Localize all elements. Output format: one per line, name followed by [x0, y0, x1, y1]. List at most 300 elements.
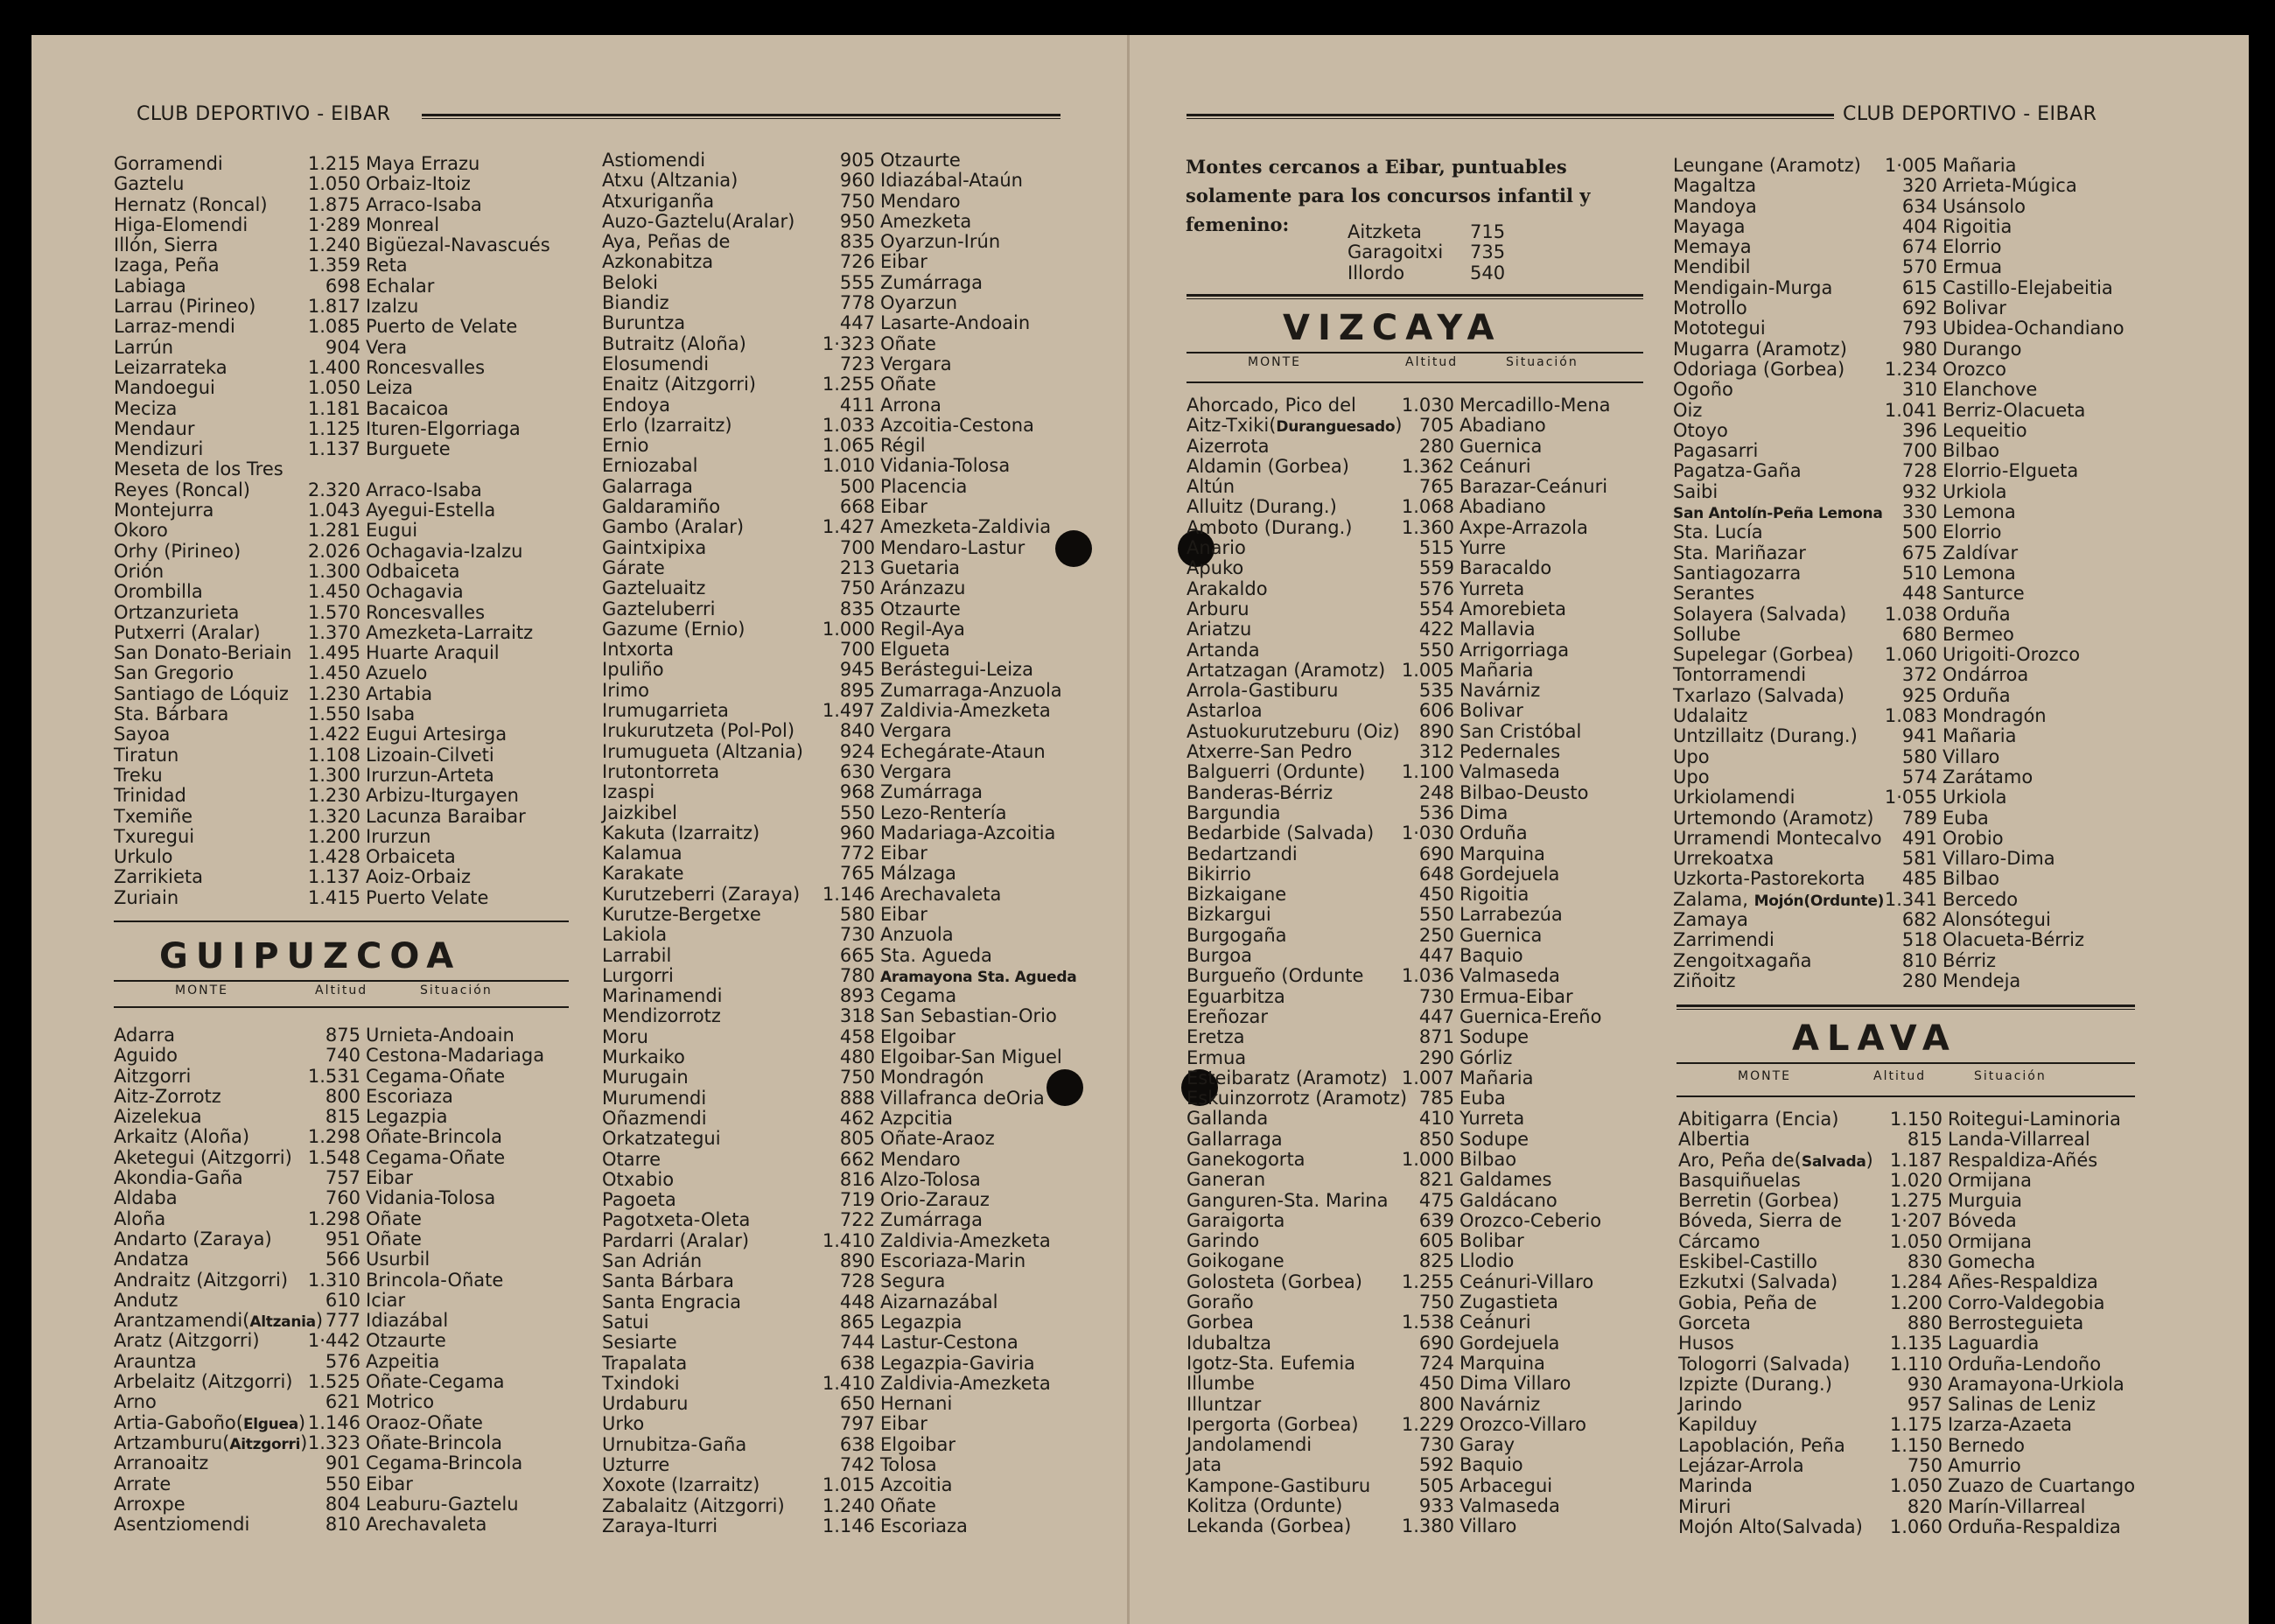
location: Arechavaleta [366, 1514, 487, 1536]
nearby-mountains-note: Montes cercanos a Eibar, puntuables solamente para los concursos infantil y femenino: [1186, 156, 1591, 235]
location: Otzaurte [366, 1330, 446, 1352]
mountain-row [114, 1372, 576, 1392]
col-monte: MONTE [1248, 355, 1301, 369]
location: Arrieta-Múgica [1942, 175, 2077, 197]
mountain-name: Bizkargui [1186, 904, 1271, 926]
mountain-row [602, 538, 1108, 558]
altitude: 1.010 [822, 455, 875, 477]
mountain-row [1673, 482, 2144, 502]
mountain-row [1678, 1293, 2158, 1313]
altitude: 820 [1907, 1495, 1942, 1517]
location: Eibar [880, 903, 928, 925]
mountain-name: Ziñoitz [1673, 970, 1736, 991]
location: Euba [1460, 1088, 1506, 1110]
mountain-row [114, 663, 576, 683]
mountain-name: Astuokurutzeburu (Oiz) [1186, 720, 1400, 742]
altitude: 698 [325, 275, 360, 297]
mountain-name: Apuko [1186, 557, 1244, 579]
location: Baquio [1460, 1454, 1523, 1476]
mountain-row [1673, 461, 2144, 481]
col-altitud: Altitud [1405, 355, 1459, 369]
mountain-row [602, 1333, 1108, 1353]
location: Vidania-Tolosa [366, 1187, 496, 1209]
mountain-name: Zarrimendi [1673, 929, 1774, 951]
location: San Cristóbal [1460, 720, 1582, 742]
mountain-row [114, 1087, 576, 1107]
altitude: 213 [839, 556, 875, 578]
mountain-name: Lejázar-Arrola [1678, 1455, 1804, 1477]
mountain-name: Arburu [1186, 598, 1250, 620]
mountain-name: Zaraya-Iturri [602, 1515, 718, 1536]
mountain-row [1673, 401, 2144, 421]
location: Mendaro [880, 1148, 961, 1170]
mountain-row [1673, 890, 2144, 910]
location: Roncesvalles [366, 356, 486, 378]
mountain-row [114, 276, 576, 297]
altitude: 1.495 [307, 642, 360, 664]
altitude: 925 [1901, 684, 1937, 706]
mountain-name: Tontorramendi [1673, 664, 1807, 686]
altitude: 1.000 [822, 618, 875, 640]
mountain-name: Altún [1186, 476, 1236, 498]
altitude: 750 [1418, 1292, 1454, 1313]
altitude: 1.550 [307, 704, 360, 725]
mountain-name: Bedartzandi [1186, 843, 1298, 864]
mountain-name: Ganguren-Sta. Marina [1186, 1189, 1389, 1211]
navarra-list [114, 154, 576, 908]
altitude: 1.400 [307, 356, 360, 378]
altitude: 875 [325, 1025, 360, 1046]
altitude: 815 [1907, 1129, 1942, 1151]
mountain-row [1186, 640, 1652, 661]
altitude: 1.229 [1401, 1413, 1454, 1435]
mountain-name: Lekanda (Gorbea) [1186, 1516, 1352, 1537]
mountain-row [1673, 706, 2144, 726]
altitude: 1.110 [1889, 1353, 1942, 1375]
mountain-row [1673, 829, 2144, 849]
location: Ceánuri-Villaro [1460, 1270, 1594, 1292]
mountain-name: Sayoa [114, 724, 171, 746]
mountain-name: Gárate [602, 556, 665, 578]
mountain-name: Udalaitz [1673, 705, 1748, 727]
location: Iciar [366, 1289, 406, 1311]
mountain-name: Oñazmendi [602, 1107, 707, 1129]
mountain-name: Gorramendi [114, 153, 223, 174]
altitude: 1.041 [1884, 399, 1937, 421]
mountain-row [114, 297, 576, 317]
altitude: 785 [1418, 1088, 1454, 1110]
nearby-mountains-list [1348, 222, 1522, 284]
mountain-row [114, 888, 576, 908]
altitude: 871 [1418, 1026, 1454, 1048]
altitude: 550 [1418, 904, 1454, 926]
mountain-name: Upo [1673, 766, 1710, 788]
mountain-row [1186, 905, 1652, 925]
mountain-name: Irumugarrieta [602, 700, 729, 722]
altitude: 372 [1901, 664, 1937, 686]
location: Bercedo [1942, 888, 2019, 910]
location: Elgoibar-San Miguel [880, 1046, 1062, 1068]
altitude: 1.230 [307, 682, 360, 704]
location: Villaro-Dima [1942, 848, 2055, 870]
location: Valmaseda [1460, 965, 1560, 987]
location: Ermua-Eibar [1460, 985, 1573, 1007]
location: Vidania-Tolosa [880, 455, 1011, 477]
altitude: 411 [839, 394, 875, 416]
altitude: 804 [325, 1493, 360, 1515]
altitude: 800 [325, 1085, 360, 1107]
mountain-row [114, 1515, 576, 1535]
mountain-row [1673, 237, 2144, 257]
mountain-row [114, 1168, 576, 1188]
altitude: 330 [1901, 501, 1937, 523]
location: Escoriaza [880, 1515, 968, 1536]
mountain-row [114, 807, 576, 827]
mountain-name: Burgoa [1186, 945, 1253, 967]
mountain-name: Otoyo [1673, 419, 1728, 441]
mountain-name: Ermua [1186, 1046, 1247, 1068]
col-situacion: Situación [1974, 1069, 2047, 1083]
location: Hernani [880, 1393, 953, 1415]
mountain-row [114, 215, 576, 235]
altitude: 610 [325, 1289, 360, 1311]
location: Leiza [366, 377, 413, 399]
location: Bilbao [1942, 440, 2000, 462]
mountain-name: Sta. Bárbara [114, 704, 229, 725]
altitude: 1.320 [307, 805, 360, 827]
location: Arrigorriaga [1460, 639, 1570, 661]
header-rule [422, 114, 1060, 119]
altitude: 810 [325, 1514, 360, 1536]
location: Bolivar [1942, 298, 2006, 319]
location: Elgoibar [880, 1026, 956, 1047]
altitude: 728 [1901, 460, 1937, 482]
mountain-name: Illordo [1348, 262, 1405, 284]
altitude: 630 [839, 760, 875, 782]
mountain-row [114, 1392, 576, 1412]
altitude: 448 [839, 1291, 875, 1312]
mountain-row [1186, 864, 1652, 885]
altitude: 690 [1418, 1332, 1454, 1354]
altitude: 566 [325, 1249, 360, 1270]
mountain-name: Meciza [114, 397, 178, 419]
mountain-row [1678, 1456, 2158, 1476]
location: Vera [366, 336, 408, 358]
altitude: 960 [839, 822, 875, 844]
altitude: 1.137 [307, 438, 360, 460]
mountain-row [1678, 1171, 2158, 1191]
altitude: 722 [839, 1209, 875, 1231]
altitude: 1.427 [822, 516, 875, 538]
mountain-row [1186, 1516, 1652, 1536]
location: Mañaria [1942, 725, 2017, 747]
mountain-name: Urrekoatxa [1673, 848, 1774, 870]
mountain-name: Irimo [602, 679, 649, 701]
mountain-row [1673, 605, 2144, 625]
mountain-row [1678, 1395, 2158, 1415]
altitude: 1.525 [307, 1371, 360, 1393]
mountain-row [114, 1209, 576, 1229]
vizcaya-title: VIZCAYA [1283, 308, 1502, 348]
vizcaya-column-headers [1186, 355, 1643, 373]
section-rule [1186, 352, 1643, 354]
altitude: 1.060 [1884, 644, 1937, 666]
mountain-row [114, 317, 576, 337]
location: Monreal [366, 214, 440, 235]
location: Olacueta-Bérriz [1942, 929, 2085, 951]
section-rule [114, 980, 569, 982]
altitude: 1.240 [307, 234, 360, 256]
mountain-row [1673, 747, 2144, 767]
mountain-row [602, 497, 1108, 517]
mountain-row [602, 436, 1108, 456]
mountain-name: Solayera (Salvada) [1673, 603, 1847, 625]
location: Irurzun-Arteta [366, 764, 494, 786]
mountain-row [1186, 742, 1652, 762]
mountain-row [602, 1271, 1108, 1292]
altitude: 724 [1418, 1352, 1454, 1374]
altitude: 570 [1901, 256, 1937, 278]
altitude: 830 [1907, 1251, 1942, 1273]
altitude: 1.005 [1401, 659, 1454, 681]
altitude: 1.359 [307, 255, 360, 276]
location: Ayegui-Estella [366, 500, 496, 522]
location: Eibar [880, 843, 928, 864]
location: Zugastieta [1460, 1292, 1558, 1313]
altitude: 800 [1418, 1393, 1454, 1415]
location: Azpcitia [880, 1107, 954, 1129]
mountain-row [602, 1231, 1108, 1251]
mountain-name: Artzamburu(Aitzgorri) [114, 1432, 308, 1453]
mountain-name: Andutz [114, 1289, 178, 1311]
mountain-row [602, 150, 1108, 171]
mountain-row [602, 742, 1108, 762]
location: Bolivar [1460, 700, 1523, 722]
mountain-row [114, 338, 576, 358]
mountain-name: Memaya [1673, 236, 1752, 258]
mountain-row [1186, 681, 1652, 701]
location: Zaldívar [1942, 542, 2019, 564]
altitude: 1.135 [1889, 1333, 1942, 1354]
location: Azpeitia [366, 1350, 440, 1372]
location: Idiazábal [366, 1310, 449, 1332]
location: Dima Villaro [1460, 1373, 1572, 1395]
location: Castillo-Elejabeitia [1942, 276, 2113, 298]
mountain-row [1186, 599, 1652, 620]
location: Galdames [1460, 1169, 1552, 1191]
altitude: 280 [1418, 435, 1454, 457]
location: Segura [880, 1270, 946, 1292]
location: Valmaseda [1460, 761, 1560, 783]
altitude: 890 [1418, 720, 1454, 742]
mountain-row [1186, 620, 1652, 640]
mountain-name: Tologorri (Salvada) [1678, 1353, 1851, 1375]
mountain-name: Zabalaitz (Aitzgorri) [602, 1494, 785, 1516]
mountain-row [602, 762, 1108, 782]
mountain-row [1186, 558, 1652, 578]
mountain-name: Odoriaga (Gorbea) [1673, 358, 1845, 380]
mountain-row [1186, 457, 1652, 477]
location: Murguia [1948, 1190, 2023, 1212]
mountain-row [114, 724, 576, 745]
location: Orobio [1942, 827, 2004, 849]
section-rule [114, 920, 569, 922]
altitude: 715 [1470, 221, 1506, 242]
mountain-name: Arrate [114, 1473, 172, 1494]
altitude: 462 [839, 1107, 875, 1129]
mountain-name: Gaztelu [114, 173, 185, 195]
location: Lemona [1942, 501, 2016, 523]
altitude: 1.175 [1889, 1414, 1942, 1436]
mountain-row [1186, 477, 1652, 497]
mountain-row [1673, 686, 2144, 706]
altitude: 705 [1418, 415, 1454, 437]
location: Legazpia-Gaviria [880, 1352, 1035, 1374]
location: Zumárraga [880, 271, 983, 293]
mountain-row [1678, 1517, 2158, 1537]
mountain-name: Moru [602, 1026, 648, 1047]
mountain-row [1186, 538, 1652, 558]
mountain-name: Murumendi [602, 1087, 707, 1109]
altitude: 1.255 [1401, 1270, 1454, 1292]
mountain-name: Larrún [114, 336, 174, 358]
mountain-name: Tiratun [114, 744, 179, 766]
mountain-row [114, 1148, 576, 1168]
location: Ochagavia-Izalzu [366, 540, 523, 562]
altitude: 1.015 [822, 1474, 875, 1496]
location: Elorrio [1942, 522, 2002, 543]
mountain-row [602, 946, 1108, 966]
mountain-name: Aitzgorri [114, 1065, 192, 1087]
mountain-row [602, 844, 1108, 864]
location: Abadiano [1460, 415, 1546, 437]
mountain-name: Intxorta [602, 639, 675, 661]
location: Yurreta [1460, 578, 1525, 599]
mountain-name: Irukurutzeta (Pol-Pol) [602, 720, 795, 742]
mountain-name: Orkatzategui [602, 1128, 721, 1150]
altitude: 1.531 [307, 1065, 360, 1087]
altitude [303, 459, 366, 480]
mountain-name: Atxu (Altzania) [602, 170, 738, 192]
location: Zumárraga [880, 781, 983, 803]
location: Lizoain-Cilveti [366, 744, 494, 766]
location: Llodio [1460, 1250, 1515, 1272]
mountain-row [114, 399, 576, 419]
mountain-row [602, 782, 1108, 802]
altitude: 924 [839, 740, 875, 762]
location: Gordejuela [1460, 863, 1560, 885]
altitude: 606 [1418, 700, 1454, 722]
altitude: 404 [1901, 215, 1937, 237]
location: Orbaiceta [366, 846, 456, 868]
location: Roncesvalles [366, 601, 486, 623]
location: Azcoitia-Cestona [880, 414, 1034, 436]
mountain-row [1186, 966, 1652, 986]
mountain-name: Ipuliño [602, 659, 664, 681]
mountain-row [1673, 197, 2144, 217]
mountain-name: Bóveda, Sierra de [1678, 1210, 1842, 1232]
altitude: 816 [839, 1168, 875, 1190]
altitude: 744 [839, 1332, 875, 1354]
altitude: 740 [325, 1045, 360, 1067]
mountain-row [1186, 722, 1652, 742]
location: Cegama-Oñate [366, 1146, 506, 1168]
location: Elorrio-Elgueta [1942, 460, 2079, 482]
mountain-name: Erniozabal [602, 455, 698, 477]
mountain-row [1673, 971, 2144, 991]
mountain-row [1673, 788, 2144, 808]
location: Dima [1460, 802, 1508, 823]
mountain-row [1186, 1088, 1652, 1109]
mountain-row [114, 235, 576, 256]
altitude: 310 [1901, 379, 1937, 401]
mountain-row [114, 459, 576, 480]
mountain-row [602, 374, 1108, 395]
mountain-row [114, 867, 576, 887]
location: Mañaria [1942, 155, 2017, 176]
mountain-name: Amboto (Durang.) [1186, 516, 1353, 538]
altitude: 665 [839, 944, 875, 966]
altitude: 662 [839, 1148, 875, 1170]
mountain-row [1678, 1272, 2158, 1292]
mountain-name: Leizarrateka [114, 356, 228, 378]
mountain-name: Alluitz (Durang.) [1186, 496, 1337, 518]
location: Aránzazu [880, 578, 966, 599]
mountain-row [602, 558, 1108, 578]
location: Ubidea-Ochandiano [1942, 318, 2124, 340]
mountain-row [602, 293, 1108, 313]
altitude: 789 [1901, 807, 1937, 829]
mountain-name: Burgueño (Ordunte [1186, 965, 1364, 987]
altitude: 1.050 [307, 173, 360, 195]
mountain-row [1186, 1007, 1652, 1027]
mountain-row [1678, 1354, 2158, 1375]
mountain-name: Andarto (Zaraya) [114, 1228, 272, 1250]
location: Rigoitia [1942, 215, 2012, 237]
altitude: 621 [325, 1391, 360, 1413]
location: Elgueta [880, 639, 950, 661]
location: Berrosteguieta [1948, 1312, 2084, 1334]
mountain-row [114, 378, 576, 398]
mountain-row [114, 1270, 576, 1291]
location: Reta [366, 255, 408, 276]
altitude: 890 [839, 1250, 875, 1272]
location: Añes-Respaldiza [1948, 1271, 2098, 1293]
col-situacion: Situación [1506, 355, 1578, 369]
mountain-row [602, 1455, 1108, 1475]
mountain-row [1673, 951, 2144, 971]
altitude: 835 [839, 598, 875, 620]
mountain-row [1678, 1334, 2158, 1354]
mountain-name: Hernatz (Roncal) [114, 193, 268, 215]
mountain-name: Arkaitz (Aloña) [114, 1126, 250, 1148]
mountain-row [602, 1414, 1108, 1434]
altitude: 777 [325, 1310, 360, 1332]
mountain-name: Igotz-Sta. Eufemia [1186, 1352, 1356, 1374]
altitude: 576 [325, 1350, 360, 1372]
mountain-name: Aya, Peñas de [602, 231, 731, 253]
mountain-name: Ortzanzurieta [114, 601, 240, 623]
altitude: 1.060 [1889, 1516, 1942, 1537]
location: Cegama [880, 985, 957, 1007]
guipuzcoa-column-headers [114, 984, 569, 1001]
mountain-name: Arantzamendi(Altzania) [114, 1310, 324, 1332]
mountain-name: Magaltza [1673, 175, 1757, 197]
section-rule [1676, 1062, 2135, 1064]
location: Ituren-Elgorriaga [366, 417, 521, 439]
altitude: 730 [1418, 985, 1454, 1007]
mountain-name: Aguido [114, 1045, 178, 1067]
